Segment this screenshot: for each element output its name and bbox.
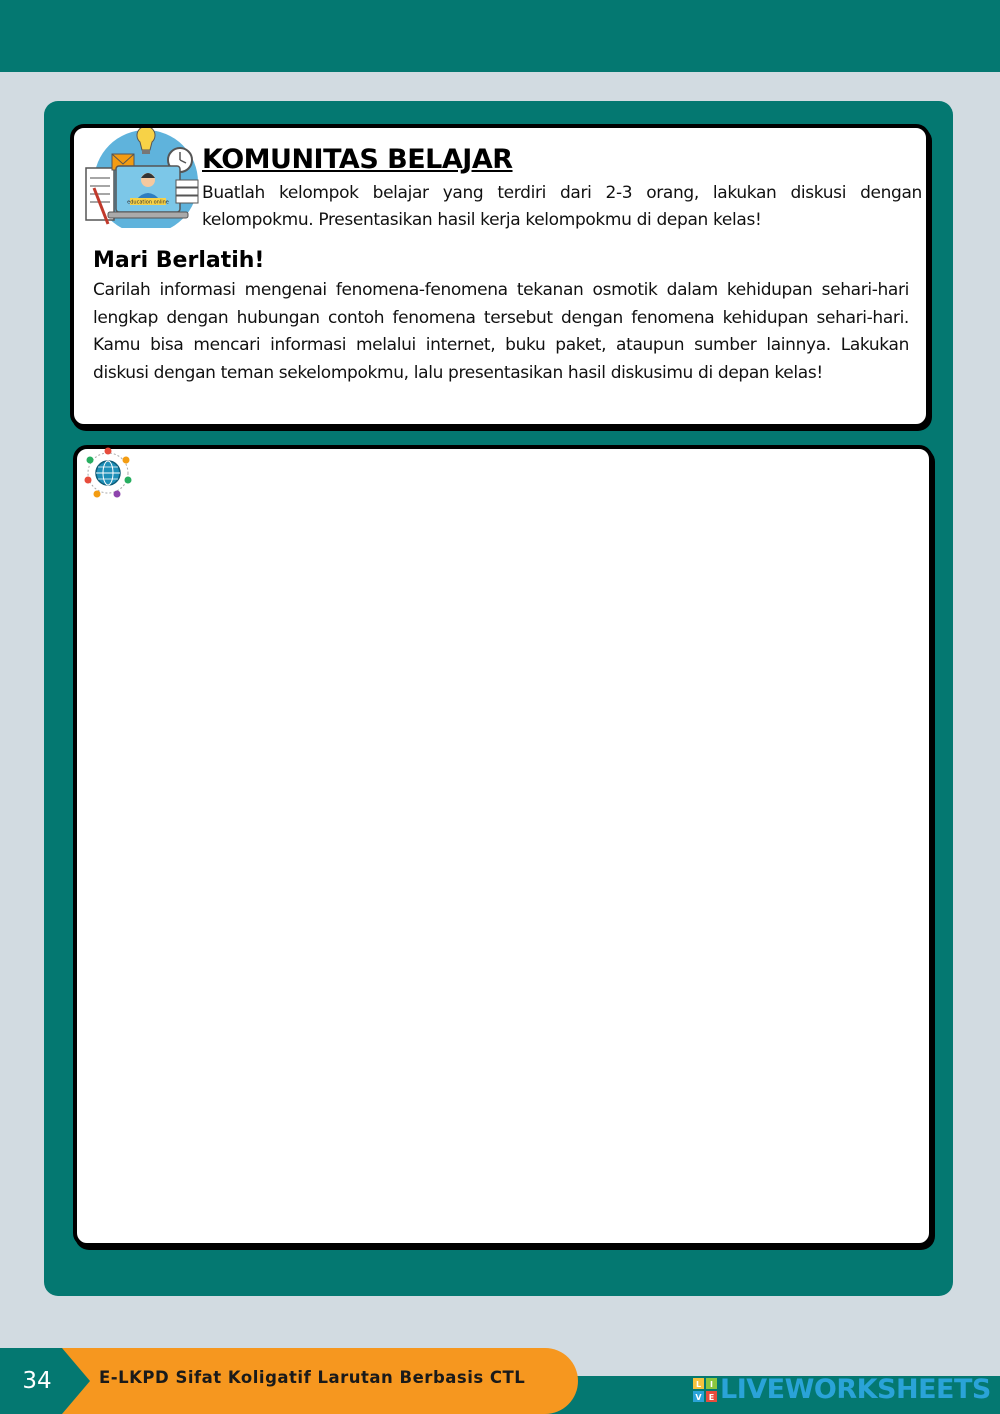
- header-band: [0, 0, 1000, 72]
- learning-community-card: [70, 124, 930, 428]
- svg-text:I: I: [710, 1380, 713, 1389]
- svg-text:education online: education online: [127, 199, 169, 206]
- section-title: KOMUNITAS BELAJAR: [202, 144, 513, 175]
- liveworksheets-icon: [693, 1378, 717, 1402]
- svg-text:L: L: [695, 1380, 702, 1389]
- exercise-title: Mari Berlatih!: [93, 248, 265, 273]
- liveworksheets-wordmark: LIVEWORKSHEETS: [720, 1374, 991, 1405]
- globe-network-icon: [81, 446, 135, 500]
- online-education-illustration: [84, 128, 204, 228]
- section-intro: Buatlah kelompok belajar yang terdiri dari 2-3 orang, lakukan diskusi dengan kelompokmu. Presentasikan hasil kerja kelompokmu di depan kelas!: [202, 183, 922, 230]
- answer-area[interactable]: [73, 445, 933, 1247]
- footer-title: E-LKPD Sifat Koligatif Larutan Berbasis CTL: [99, 1368, 526, 1387]
- svg-text:E: E: [708, 1393, 715, 1402]
- liveworksheets-logo[interactable]: [693, 1374, 991, 1405]
- page-number: 34: [22, 1368, 52, 1394]
- svg-text:V: V: [695, 1393, 702, 1402]
- exercise-instructions: Carilah informasi mengenai fenomena-fenomena tekanan osmotik dalam kehidupan sehari-hari lengkap dengan hubungan contoh fenomena tersebut dengan fenomena kehidupan sehari-hari. Kamu bisa mencari informasi melalui internet, buku paket, ataupun sumber lainnya. Lakukan diskusi dengan teman sekelompokmu, lalu presentasikan hasil diskusimu di depan kelas!: [93, 280, 909, 383]
